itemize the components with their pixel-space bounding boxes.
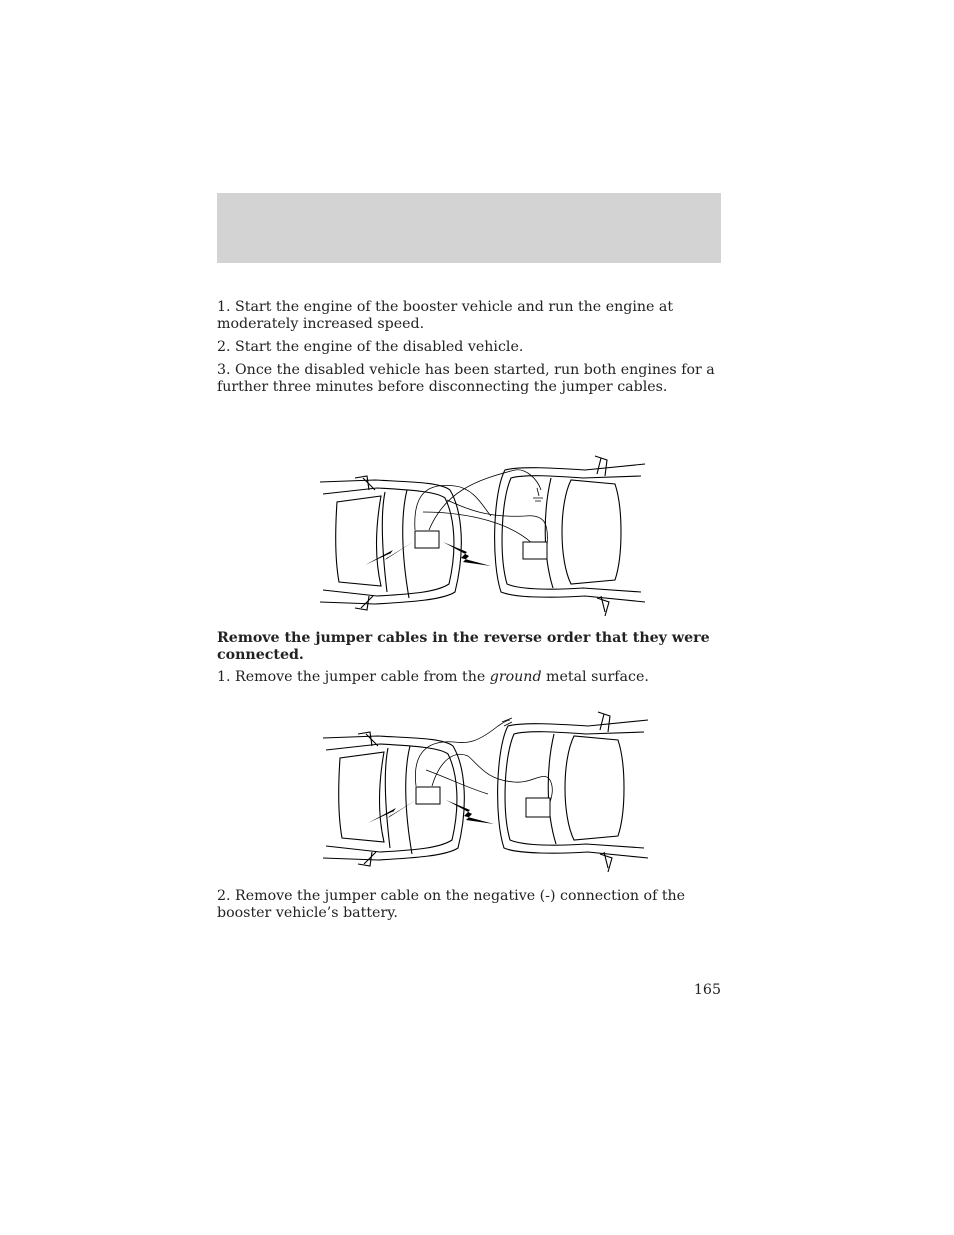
disabled-battery (523, 542, 547, 559)
disabled-vehicle-right (495, 456, 645, 616)
remove-step-1-emphasis: ground (489, 669, 542, 685)
remove-step-2: 2. Remove the jumper cable on the negative (-) connection of the booster vehicle’s battery. (217, 888, 686, 921)
removal-heading: Remove the jumper cables in the reverse order that they were connected. (217, 630, 710, 663)
loose-ground-clamp-icon (502, 718, 512, 726)
disabled-vehicle-right (498, 712, 648, 872)
ground-symbol-icon (533, 488, 543, 501)
remove-step-1-text-a: 1. Remove the jumper cable from the (217, 669, 490, 685)
right-spark-bolt (443, 542, 491, 566)
booster-vehicle-left (320, 476, 461, 610)
jumper-cables-connected-diagram (315, 452, 650, 617)
right-spark-bolt (446, 800, 494, 824)
ground-cable-removed-diagram (318, 708, 653, 873)
section-header-band (217, 193, 721, 263)
page-number: 165 (693, 982, 721, 998)
booster-battery (415, 531, 439, 548)
left-spark-bolt (368, 800, 416, 823)
disabled-battery (526, 798, 550, 817)
booster-vehicle-left (323, 732, 464, 866)
remove-step-1 (217, 669, 721, 686)
left-spark-bolt (365, 542, 413, 565)
booster-battery (416, 787, 440, 804)
start-step-3: 3. Once the disabled vehicle has been started, run both engines for a further three minutes before disconnecting the jumper cables. (217, 362, 715, 395)
remove-step-1-text-b: metal surface. (541, 669, 649, 685)
start-step-2: 2. Start the engine of the disabled vehicle. (217, 339, 524, 355)
start-step-1: 1. Start the engine of the booster vehicle and run the engine at moderately increased speed. (217, 299, 674, 332)
